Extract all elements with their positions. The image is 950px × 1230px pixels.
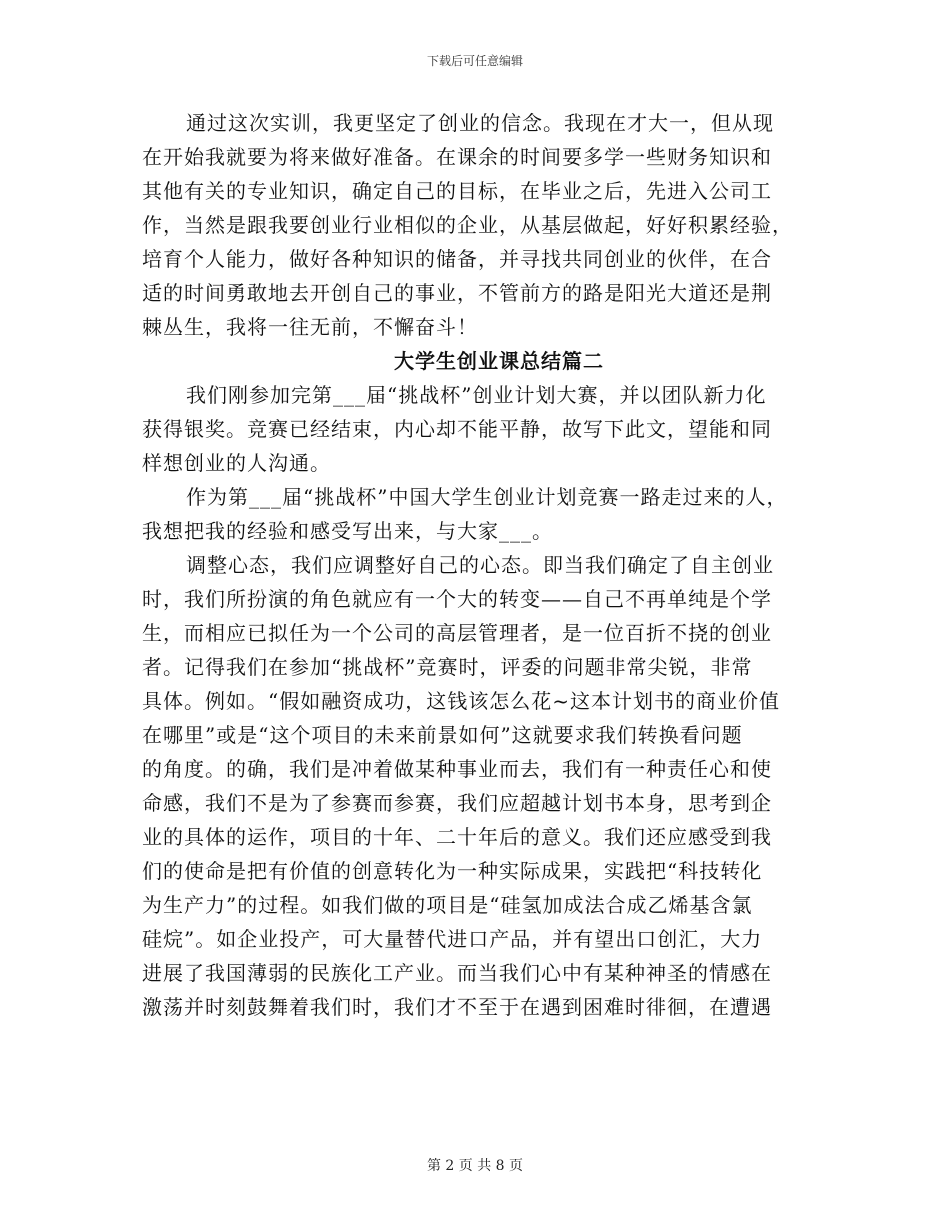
text-line: 激荡并时刻鼓舞着我们时，我们才不至于在遇到困难时徘徊，在遭遇 <box>142 995 772 1019</box>
page-header-note: 下载后可任意编辑 <box>426 54 523 68</box>
paragraph-1 <box>142 106 822 344</box>
text-line: 我们刚参加完第___届“挑战杯”创业计划大赛，并以团队新力化 <box>186 383 767 407</box>
text-line: 进展了我国薄弱的民族化工产业。而当我们心中有某种神圣的情感在 <box>142 961 772 985</box>
text-line: 调整心态，我们应调整好自己的心态。即当我们确定了自主创业 <box>186 553 774 577</box>
text-line: 适的时间勇敢地去开创自己的事业，不管前方的路是阳光大道还是荆 <box>142 281 772 305</box>
paragraph-2 <box>142 378 822 480</box>
text-line: 棘丛生，我将一往无前，不懈奋斗！ <box>142 315 478 339</box>
text-line: 为生产力”的过程。如我们做的项目是“硅氢加成法合成乙烯基含氯 <box>142 893 753 917</box>
text-line: 作，当然是跟我要创业行业相似的企业，从基层做起，好好积累经验， <box>142 213 793 237</box>
text-line: 样想创业的人沟通。 <box>142 451 331 475</box>
text-line: 获得银奖。竞赛已经结束，内心却不能平静，故写下此文，望能和同 <box>142 417 772 441</box>
text-line: 生，而相应已拟任为一个公司的高层管理者，是一位百折不挠的创业 <box>142 621 772 645</box>
text-line: 业的具体的运作，项目的十年、二十年后的意义。我们还应感受到我 <box>142 825 772 849</box>
section-title: 大学生创业课总结篇二 <box>394 349 604 373</box>
text-line: 在哪里”或是“这个项目的未来前景如何”这就要求我们转换看问题 <box>142 723 743 747</box>
text-line: 们的使命是把有价值的创意转化为一种实际成果，实践把“科技转化 <box>142 859 763 883</box>
text-line: 硅烷”。如企业投产，可大量替代进口产品，并有望出口创汇，大力 <box>142 927 763 951</box>
text-line: 的角度。的确，我们是冲着做某种事业而去，我们有一种责任心和使 <box>142 757 772 781</box>
text-line: 者。记得我们在参加“挑战杯”竞赛时，评委的问题非常尖锐，非常 <box>142 655 753 679</box>
paragraph-3 <box>142 480 822 548</box>
page-footer-pagination: 第 2 页 共 8 页 <box>426 1158 524 1174</box>
text-line: 在开始我就要为将来做好准备。在课余的时间要多学一些财务知识和 <box>142 145 772 169</box>
text-line: 我想把我的经验和感受写出来，与大家___。 <box>142 519 553 543</box>
paragraph-4 <box>142 548 822 1024</box>
text-line: 具体。例如。“假如融资成功，这钱该怎么花~这本计划书的商业价值 <box>142 689 780 713</box>
text-line: 培育个人能力，做好各种知识的储备，并寻找共同创业的伙伴，在合 <box>142 247 772 271</box>
text-line: 作为第___届“挑战杯”中国大学生创业计划竞赛一路走过来的人， <box>186 485 788 509</box>
document-body <box>142 106 822 1024</box>
text-line: 时，我们所扮演的角色就应有一个大的转变——自己不再单纯是个学 <box>142 587 772 611</box>
text-line: 通过这次实训，我更坚定了创业的信念。我现在才大一，但从现 <box>186 111 774 135</box>
text-line: 命感，我们不是为了参赛而参赛，我们应超越计划书本身，思考到企 <box>142 791 772 815</box>
text-line: 其他有关的专业知识，确定自己的目标，在毕业之后，先进入公司工 <box>142 179 772 203</box>
